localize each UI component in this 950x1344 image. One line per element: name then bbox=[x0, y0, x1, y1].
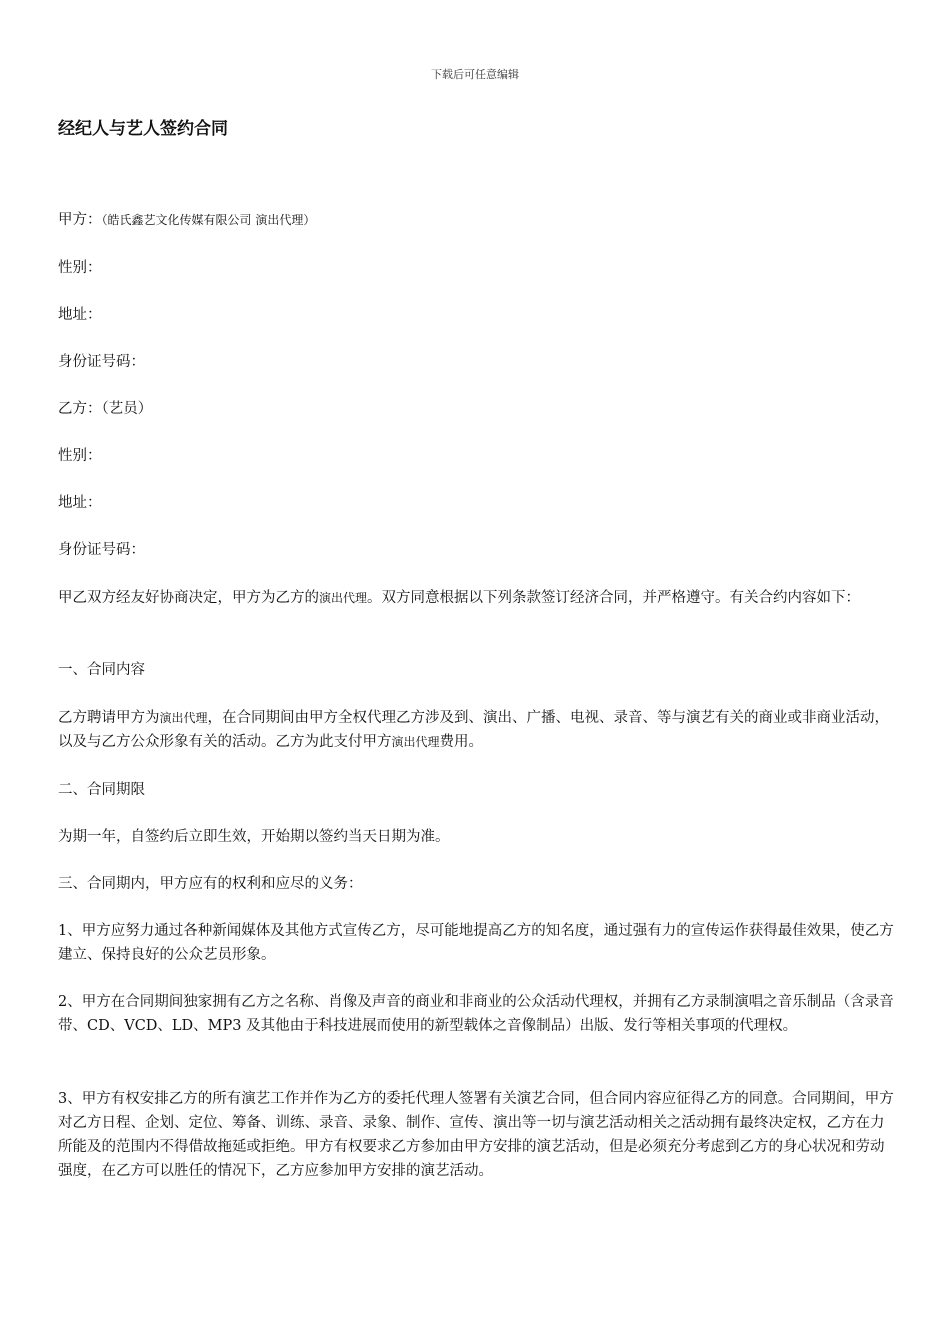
intro-text-1: 甲乙双方经友好协商决定，甲方为乙方的 bbox=[58, 590, 319, 606]
party-a-id-number: 身份证号码： bbox=[58, 354, 145, 370]
section1-text-1: 乙方聘请甲方为 bbox=[58, 710, 160, 726]
party-a-gender: 性别： bbox=[58, 260, 102, 276]
section1-text-3: 费用。 bbox=[439, 734, 484, 750]
party-a-line bbox=[58, 208, 898, 232]
intro-text-2: 。双方同意根据以下列条款签订经济合同，并严格遵守。有关合约内容如下： bbox=[367, 590, 861, 606]
intro-agent-term: 演出代理 bbox=[319, 591, 368, 605]
section1-agent-term-2: 演出代理 bbox=[391, 735, 440, 749]
section3-item-1: 1、甲方应努力通过各种新闻媒体及其他方式宣传乙方，尽可能地提高乙方的知名度，通过强有力的宣传运作获得最佳效果，使乙方建立、保持良好的公众艺员形象。 bbox=[58, 923, 894, 963]
header-note: 下载后可任意编辑 bbox=[431, 68, 519, 81]
section1-paragraph bbox=[58, 706, 898, 754]
section1-heading: 一、合同内容 bbox=[58, 662, 145, 678]
page-title: 经纪人与艺人签约合同 bbox=[58, 119, 228, 139]
section1-agent-term-1: 演出代理 bbox=[159, 711, 208, 725]
party-b-label: 乙方： bbox=[58, 401, 102, 417]
party-b-line bbox=[58, 397, 898, 421]
section3-item-3: 3、甲方有权安排乙方的所有演艺工作并作为乙方的委托代理人签署有关演艺合同，但合同内容应征得乙方的同意。合同期间，甲方对乙方日程、企划、定位、筹备、训练、录音、录象、制作、宣传、演出等一切与演艺活动相关之活动拥有最终决定权，乙方在力所能及的范围内不得借故拖延或拒绝。甲方有权要求乙方参加由甲方安排的演艺活动，但是必须充分考虑到乙方的身心状况和劳动强度，在乙方可以胜任的情况下，乙方应参加甲方安排的演艺活动。 bbox=[58, 1091, 894, 1179]
section3-heading: 三、合同期内，甲方应有的权利和应尽的义务： bbox=[58, 876, 363, 892]
party-a-value: （皓氏鑫艺文化传媒有限公司 演出代理） bbox=[101, 213, 316, 227]
intro-paragraph bbox=[58, 586, 898, 610]
party-a-address: 地址： bbox=[58, 307, 102, 323]
party-a-label: 甲方： bbox=[58, 212, 102, 228]
section2-paragraph: 为期一年，自签约后立即生效，开始期以签约当天日期为准。 bbox=[58, 829, 450, 845]
party-b-id-number: 身份证号码： bbox=[58, 542, 145, 558]
section3-item-2: 2、甲方在合同期间独家拥有乙方之名称、肖像及声音的商业和非商业的公众活动代理权，并拥有乙方录制演唱之音乐制品（含录音带、CD、VCD、LD、MP3 及其他由于科技进展而使用的新型载体之音像制品）出版、发行等相关事项的代理权。 bbox=[58, 994, 894, 1034]
party-b-gender: 性别： bbox=[58, 448, 102, 464]
party-b-value: （艺员） bbox=[101, 401, 153, 417]
party-b-address: 地址： bbox=[58, 495, 102, 511]
section1-text-2: ，在合同期间由甲方全权代理乙方涉及到、演出、广播、电视、录音、等与演艺有关的商业或非商业活动，以及与乙方公众形象有关的活动。乙方为此支付甲方 bbox=[58, 710, 890, 750]
section2-heading: 二、合同期限 bbox=[58, 782, 145, 798]
